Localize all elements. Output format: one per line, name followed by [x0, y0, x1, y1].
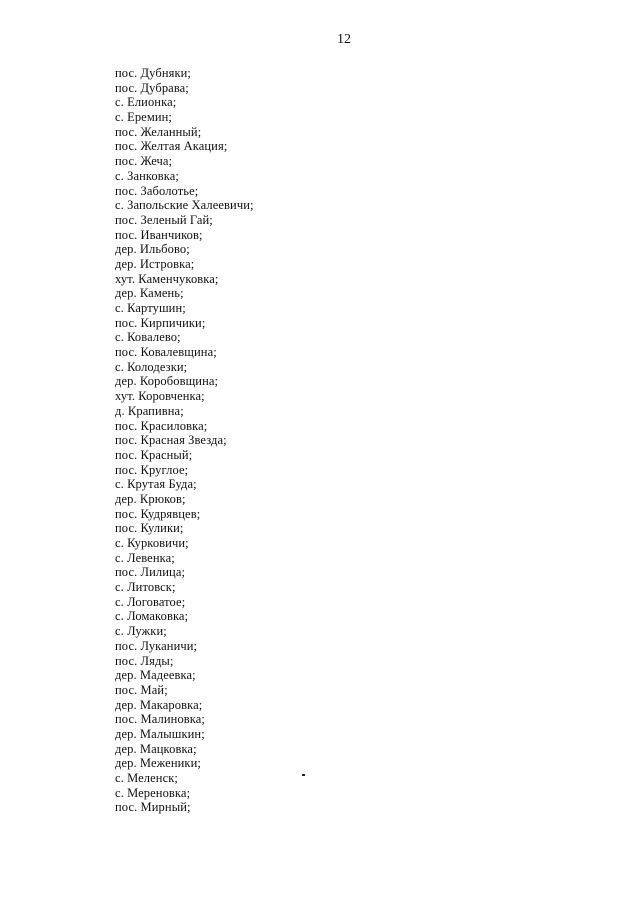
list-item: с. Левенка;	[115, 550, 175, 565]
list-item: с. Колодезки;	[115, 359, 188, 374]
list-item: дер. Истровка;	[115, 256, 195, 271]
list-item: пос. Кудрявцев;	[115, 506, 201, 521]
list-item: пос. Красная Звезда;	[115, 433, 227, 448]
list-item: пос. Малиновка;	[115, 712, 205, 727]
list-item: пос. Круглое;	[115, 462, 189, 477]
list-item: хут. Каменчуковка;	[115, 271, 219, 286]
scan-speck	[302, 774, 305, 776]
list-item: д. Крапивна;	[115, 403, 184, 418]
list-item: пос. Красиловка;	[115, 418, 208, 433]
list-item: с. Логоватое;	[115, 594, 186, 609]
list-item: с. Ломаковка;	[115, 609, 189, 624]
list-item: пос. Желтая Акация;	[115, 139, 228, 154]
list-item: пос. Мирный;	[115, 800, 191, 815]
list-item: дер. Мадеевка;	[115, 668, 196, 683]
list-item: дер. Меженики;	[115, 756, 201, 771]
list-item: с. Курковичи;	[115, 536, 189, 550]
list-item: пос. Дубрава;	[115, 80, 189, 95]
list-item: пос. Желанный;	[115, 124, 202, 139]
list-item: пос. Кирпичики;	[115, 315, 206, 330]
list-item: с. Запольские Халеевичи;	[115, 198, 254, 213]
list-item: дер. Малышкин;	[115, 726, 205, 741]
list-item: пос. Май;	[115, 682, 168, 697]
list-item: с. Литовск;	[115, 580, 176, 595]
list-item: с. Меленск;	[115, 771, 178, 785]
list-item: с. Лужки;	[115, 624, 167, 639]
list-item: с. Ковалево;	[115, 330, 181, 345]
list-item: дер. Ильбово;	[115, 242, 190, 257]
list-item: с. Картушин;	[115, 301, 186, 315]
list-item: пос. Дубняки;	[115, 66, 191, 80]
list-item: с. Мереновка;	[115, 785, 191, 800]
list-item: пос. Лилица;	[115, 565, 186, 580]
list-item: пос. Кулики;	[115, 521, 184, 536]
list-item: дер. Коробовщина;	[115, 374, 219, 389]
list-item: дер. Камень;	[115, 286, 184, 301]
list-item: с. Елионка;	[115, 95, 177, 110]
list-item: пос. Луканичи;	[115, 638, 198, 653]
list-item: с. Еремин;	[115, 110, 172, 125]
list-item: с. Крутая Буда;	[115, 477, 197, 492]
list-item: пос. Жеча;	[115, 154, 173, 169]
list-item: пос. Иванчиков;	[115, 227, 203, 242]
list-item: дер. Макаровка;	[115, 697, 203, 712]
list-item: хут. Коровченка;	[115, 389, 205, 404]
list-item: пос. Красный;	[115, 447, 193, 462]
list-item: пос. Ляды;	[115, 653, 174, 668]
page-number: 12	[337, 32, 351, 47]
list-item: дер. Крюков;	[115, 491, 186, 506]
list-item: пос. Ковалевщина;	[115, 345, 217, 360]
list-item: с. Занковка;	[115, 168, 179, 183]
list-item: пос. Зеленый Гай;	[115, 212, 213, 227]
settlement-list	[115, 66, 254, 815]
list-item: пос. Заболотье;	[115, 183, 199, 198]
list-item: дер. Мацковка;	[115, 741, 197, 756]
